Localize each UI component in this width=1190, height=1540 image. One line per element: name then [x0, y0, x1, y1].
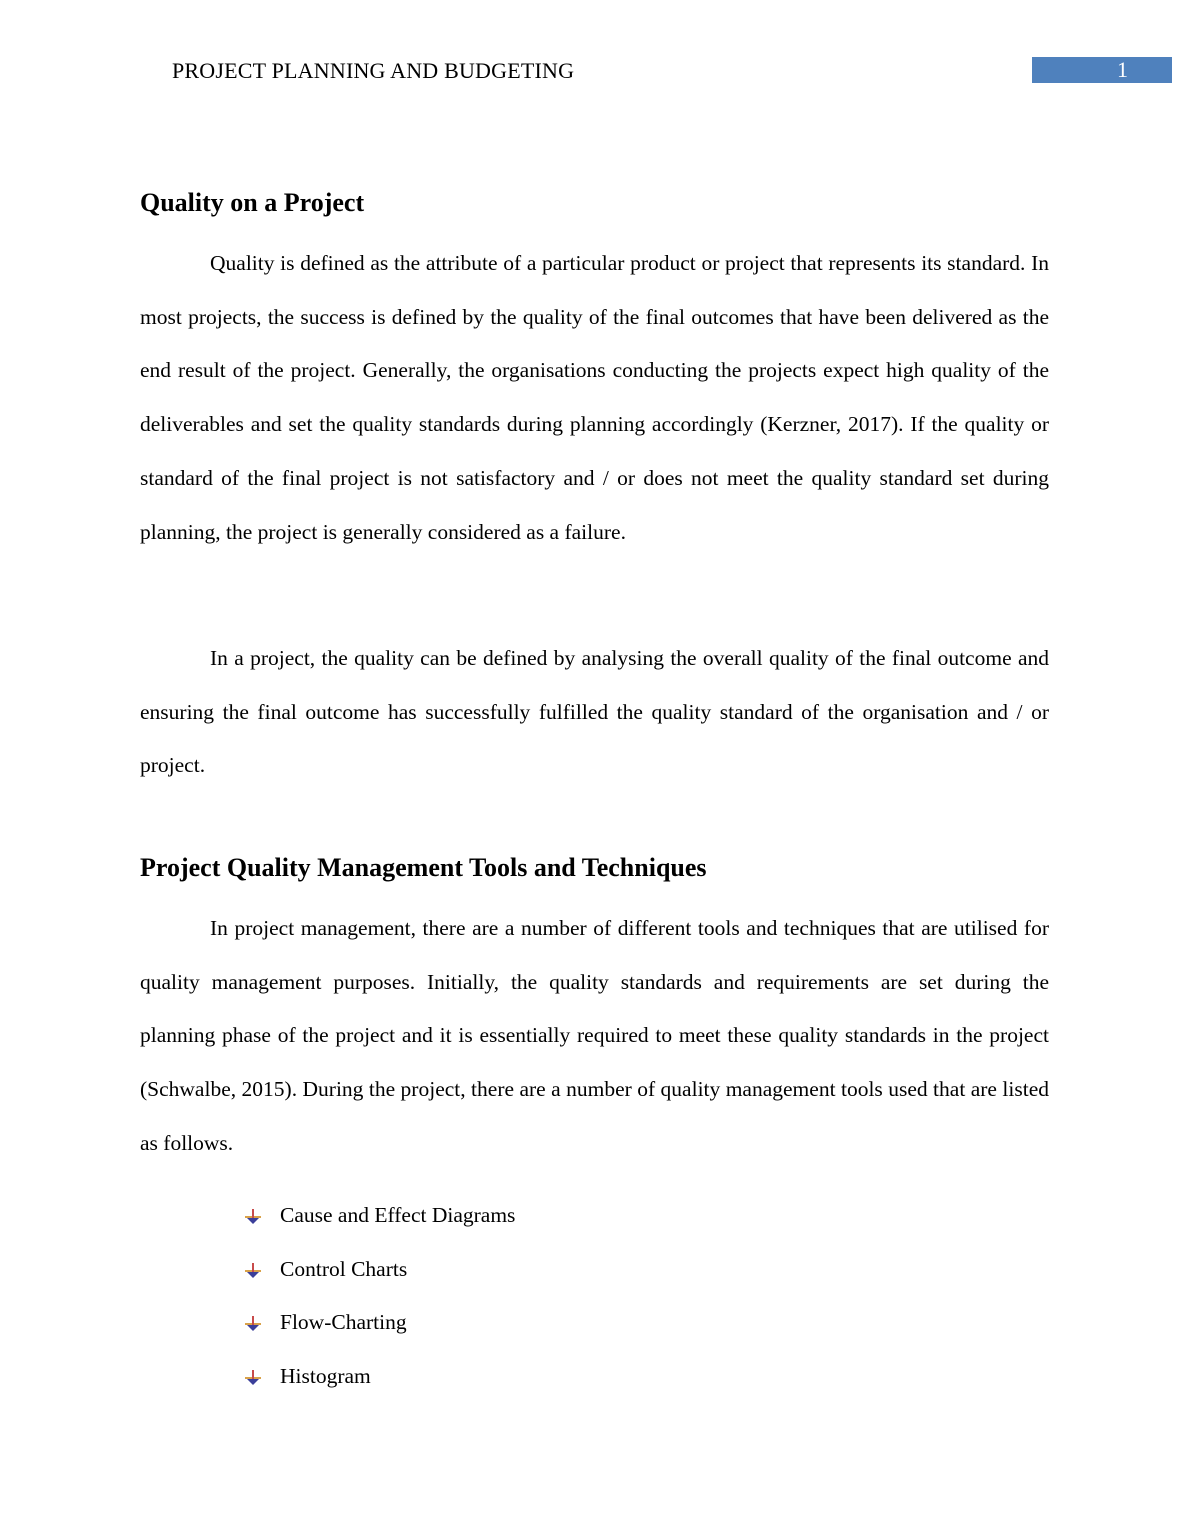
list-item: [244, 1350, 515, 1404]
paragraph: Quality is defined as the attribute of a particular product or project that represents its standard. In most projects, the success is defined by the quality of the final outcomes that have been delivered as the end result of the project. Generally, the organisations conducting the projects expect high quality of the deliverables and set the quality standards during planning accordingly (Kerzner, 2017). If the quality or standard of the final project is not satisfactory and / or does not meet the quality standard set during planning, the project is generally considered as a failure.: [140, 251, 1049, 544]
arrow-down-bullet-icon: [244, 1207, 262, 1225]
page-number: 1: [1032, 57, 1172, 83]
arrow-down-bullet-icon: [244, 1261, 262, 1279]
arrow-down-bullet-icon: [244, 1314, 262, 1332]
list-item-label: Control Charts: [280, 1256, 408, 1281]
running-header-title: PROJECT PLANNING AND BUDGETING: [172, 58, 575, 83]
arrow-down-bullet-icon: [244, 1368, 262, 1386]
section-heading-quality: Quality on a Project: [140, 188, 365, 217]
section-heading-tools: Project Quality Management Tools and Techniques: [140, 853, 707, 882]
list-item-label: Flow-Charting: [280, 1310, 407, 1335]
list-item: [244, 1243, 515, 1297]
list-item: [244, 1189, 515, 1243]
paragraph: In project management, there are a number of different tools and techniques that are utilised for quality management purposes. Initially, the quality standards and requirements are set during the planning phase of the project and it is essentially required to meet these quality standards in the project (Schwalbe, 2015). During the project, there are a number of quality management tools used that are listed as follows.: [140, 916, 1049, 1155]
list-item-label: Histogram: [280, 1364, 371, 1389]
tools-list: [244, 1189, 515, 1404]
list-item-label: Cause and Effect Diagrams: [280, 1203, 516, 1227]
paragraph: In a project, the quality can be defined by analysing the overall quality of the final outcome and ensuring the final outcome has successfully fulfilled the quality standard of the organisation and / or project.: [140, 646, 1049, 778]
list-item: [244, 1296, 515, 1350]
